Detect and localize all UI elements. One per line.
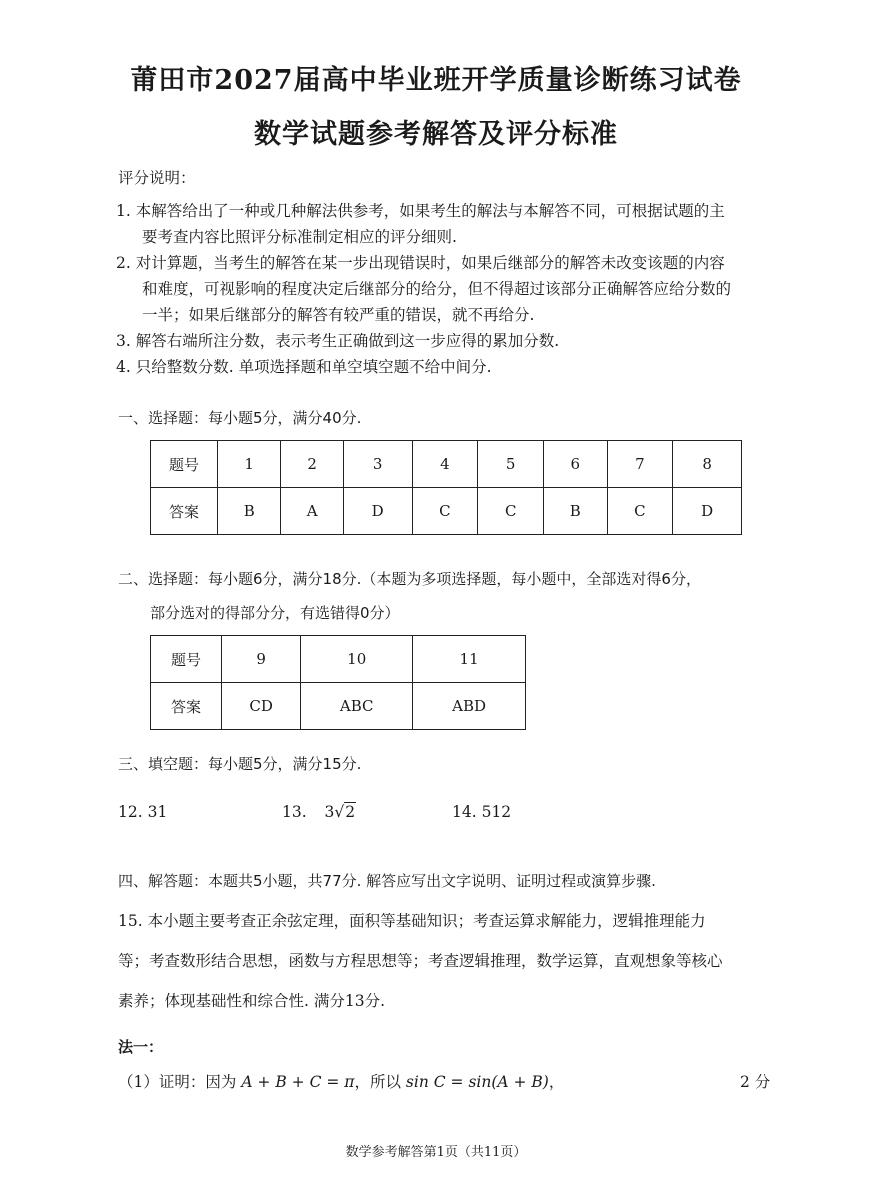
note-line: 一半；如果后继部分的解答有较严重的错误，就不再给分. [142,306,535,324]
table-row [151,683,526,730]
section2-answer-table [150,635,526,730]
question-number: 3 [343,441,412,488]
section3-heading: 三、填空题：每小题5分，满分15分. [118,755,362,773]
row-label: 题号 [151,636,222,683]
step-end: ， [548,1073,565,1091]
section1-answer-table [150,440,742,535]
document-subtitle: 数学试题参考解答及评分标准 [254,119,618,150]
note-line: 和难度，可视影响的程度决定后继部分的给分，但不得超过该部分正确解答应给分数的 [142,280,732,298]
step-connector: ，所以 [354,1073,401,1091]
fill-answer-12: 12. 31 [118,803,168,821]
row-label: 题号 [151,441,218,488]
radical-coefficient: 3 [324,803,335,821]
question-number: 9 [222,636,301,683]
question-number: 1 [218,441,281,488]
fill-answer-14: 14. 512 [452,803,512,821]
q15-description-line: 等；考查数形结合思想，函数与方程思想等；考查逻辑推理，数学运算，直观想象等核心 [118,952,723,970]
question-number: 11 [413,636,526,683]
question-number: 5 [478,441,544,488]
answer-cell: C [478,488,544,535]
step-score: 2 分 [740,1073,771,1091]
step-prefix: （1）证明：因为 [118,1073,237,1091]
question-number: 2 [281,441,343,488]
question-number: 7 [607,441,673,488]
sine-equation: sin C = sin(A + B) [405,1073,549,1091]
table-row [151,488,742,535]
q15-description-line: 素养；体现基础性和综合性. 满分13分. [118,992,386,1010]
angle-sum-equation: A + B + C = π [241,1073,355,1091]
method-heading: 法一： [118,1038,164,1056]
answer-cell: CD [222,683,301,730]
exam-title: 莆田市2027届高中毕业班开学质量诊断练习试卷 [130,65,742,96]
section2-heading-cont: 部分选对的得部分分，有选错得0分） [150,604,400,622]
answer-cell: D [673,488,742,535]
note-line: 4. 只给整数分数. 单项选择题和单空填空题不给中间分. [116,358,492,376]
answer-cell: B [544,488,607,535]
q15-description-line: 15. 本小题主要考查正余弦定理，面积等基础知识；考查运算求解能力，逻辑推理能力 [118,912,706,930]
table-row [151,636,526,683]
row-label: 答案 [151,683,222,730]
answer-cell: A [281,488,343,535]
sqrt-sign: √ [334,803,345,821]
row-label: 答案 [151,488,218,535]
grading-notes-heading: 评分说明： [118,169,196,187]
note-line: 3. 解答右端所注分数，表示考生正确做到这一步应得的累加分数. [116,332,560,350]
answer-cell: D [343,488,412,535]
note-line: 1. 本解答给出了一种或几种解法供参考，如果考生的解法与本解答不同，可根据试题的主 [116,202,725,220]
section2-heading: 二、选择题：每小题6分，满分18分.（本题为多项选择题，每小题中，全部选对得6分， [118,570,701,588]
answer-cell: C [412,488,478,535]
radicand: 2 [345,803,356,821]
fill-answer-13 [282,802,356,822]
proof-step-1 [118,1072,564,1092]
answer-cell: C [607,488,673,535]
page-footer: 数学参考解答第1页（共11页） [345,1145,527,1160]
section4-heading: 四、解答题：本题共5小题，共77分. 解答应写出文字说明、证明过程或演算步骤. [118,872,656,890]
question-label: 13. [282,803,307,821]
answer-cell: ABC [301,683,413,730]
section1-heading: 一、选择题：每小题5分，满分40分. [118,409,362,427]
question-number: 6 [544,441,607,488]
question-number: 8 [673,441,742,488]
note-line: 2. 对计算题，当考生的解答在某一步出现错误时，如果后继部分的解答未改变该题的内容 [116,254,725,272]
answer-cell: ABD [413,683,526,730]
question-number: 4 [412,441,478,488]
question-number: 10 [301,636,413,683]
note-line: 要考查内容比照评分标准制定相应的评分细则. [142,228,457,246]
answer-cell: B [218,488,281,535]
table-row [151,441,742,488]
